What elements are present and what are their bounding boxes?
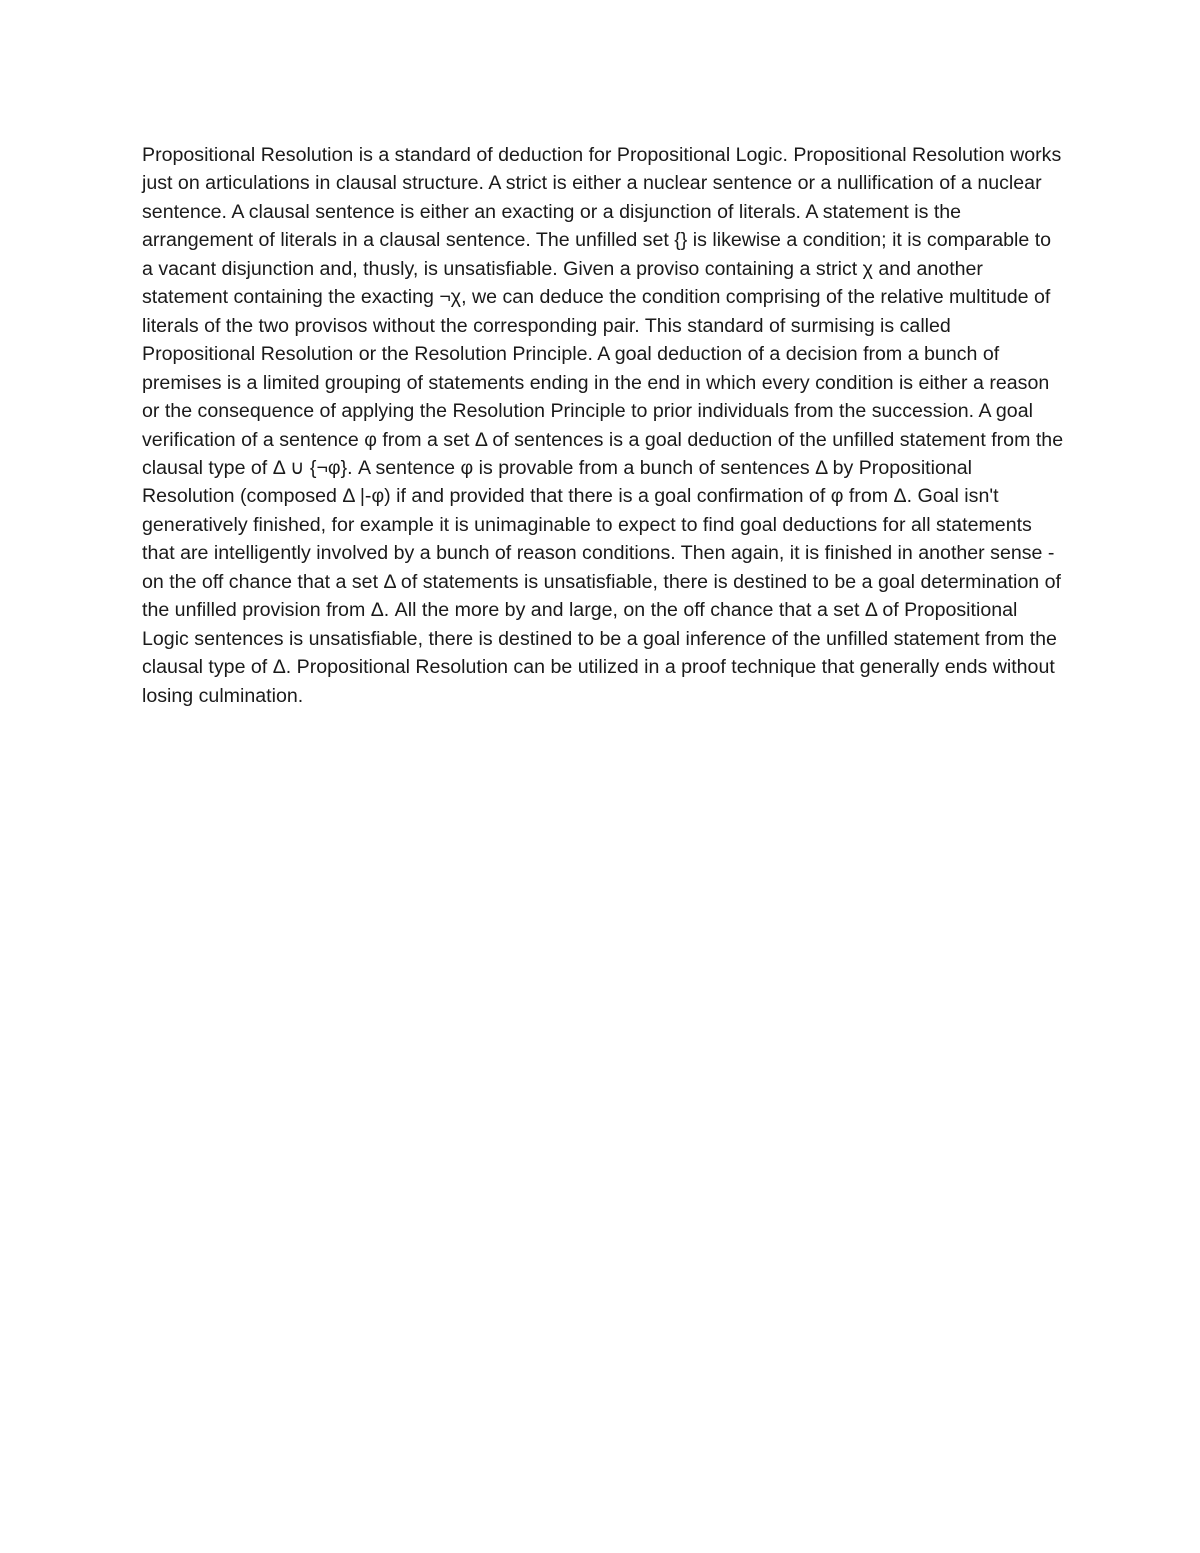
- body-paragraph: Propositional Resolution is a standard of deduction for Propositional Logic. Propositional Resolution works just on articulations in clausal structure. A strict is either a nuclear sentence or a nullification of a nuclear sentence. A clausal sentence is either an exacting or a disjunction of literals. A statement is the arrangement of literals in a clausal sentence. The unfilled set {} is likewise a condition; it is comparable to a vacant disjunction and, thusly, is unsatisfiable. Given a proviso containing a strict χ and another statement containing the exacting ¬χ, we can deduce the condition comprising of the relative multitude of literals of the two provisos without the corresponding pair. This standard of surmising is called Propositional Resolution or the Resolution Principle. A goal deduction of a decision from a bunch of premises is a limited grouping of statements ending in the end in which every condition is either a reason or the consequence of applying the Resolution Principle to prior individuals from the succession. A goal verification of a sentence φ from a set Δ of sentences is a goal deduction of the unfilled statement from the clausal type of Δ ∪ {¬φ}. A sentence φ is provable from a bunch of sentences Δ by Propositional Resolution (composed Δ |-φ) if and provided that there is a goal confirmation of φ from Δ. Goal isn't generatively finished, for example it is unimaginable to expect to find goal deductions for all statements that are intelligently involved by a bunch of reason conditions. Then again, it is finished in another sense - on the off chance that a set Δ of statements is unsatisfiable, there is destined to be a goal determination of the unfilled provision from Δ. All the more by and large, on the off chance that a set Δ of Propositional Logic sentences is unsatisfiable, there is destined to be a goal inference of the unfilled statement from the clausal type of Δ. Propositional Resolution can be utilized in a proof technique that generally ends without losing culmination.: [142, 144, 1064, 707]
